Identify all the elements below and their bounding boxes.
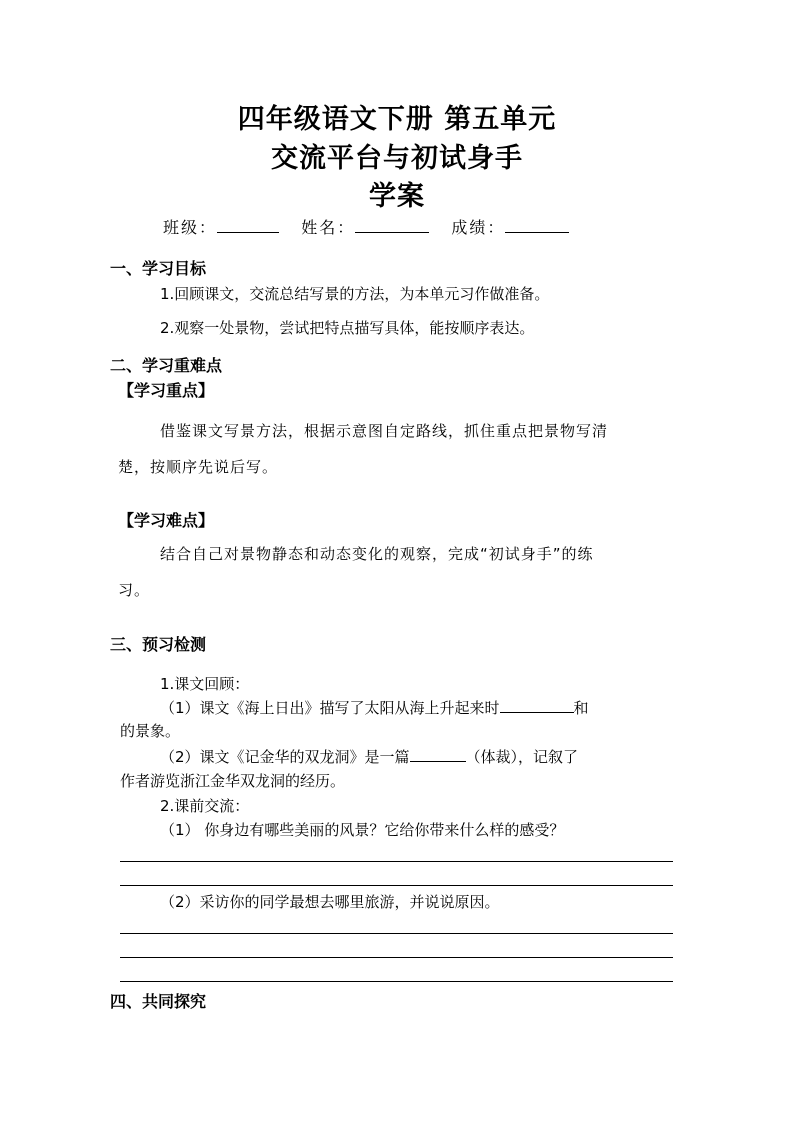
score-label: 成绩： xyxy=(451,218,506,237)
doc-title-line2: 交流平台与初试身手 xyxy=(271,143,523,174)
difficulty-text-line2: 习。 xyxy=(118,581,151,599)
q1-2-line2: 作者游览浙江金华双龙洞的经历。 xyxy=(120,772,346,790)
answer-line[interactable] xyxy=(120,861,673,862)
name-label: 姓名： xyxy=(301,218,356,237)
section4-heading: 四、共同探究 xyxy=(110,992,207,1011)
answer-line[interactable] xyxy=(120,885,673,886)
q1-2-text-a: （2）课文《记金华的双龙洞》是一篇 xyxy=(160,748,410,766)
q2-1-question: （1） 你身边有哪些美丽的风景？它给你带来什么样的感受？ xyxy=(160,821,565,839)
answer-line[interactable] xyxy=(120,933,673,934)
objective-item-1: 1.回顾课文，交流总结写景的方法，为本单元习作做准备。 xyxy=(160,285,550,303)
q1-label: 1.课文回顾： xyxy=(160,675,250,693)
q2-label: 2.课前交流： xyxy=(160,797,250,815)
focus-text-line2: 楚，按顺序先说后写。 xyxy=(118,458,279,476)
score-blank[interactable] xyxy=(505,218,569,233)
q1-1-text-b: 和 xyxy=(573,699,589,717)
name-blank[interactable] xyxy=(355,218,429,233)
answer-line[interactable] xyxy=(120,981,673,982)
student-info-row xyxy=(163,215,569,238)
q1-1-line2: 的景象。 xyxy=(120,722,181,740)
class-label: 班级： xyxy=(163,218,218,237)
answer-line[interactable] xyxy=(120,957,673,958)
q1-2-line1 xyxy=(160,746,578,767)
focus-text-line1: 借鉴课文写景方法，根据示意图自定路线，抓住重点把景物写清 xyxy=(160,422,609,440)
objective-item-2: 2.观察一处景物，尝试把特点描写具体，能按顺序表达。 xyxy=(160,319,535,337)
doc-title-line1: 四年级语文下册 第五单元 xyxy=(237,104,557,135)
q1-1-text-a: （1）课文《海上日出》描写了太阳从海上升起来时 xyxy=(160,699,500,717)
section2-heading: 二、学习重难点 xyxy=(110,356,223,375)
q1-2-blank[interactable] xyxy=(410,747,466,762)
class-blank[interactable] xyxy=(217,218,279,233)
doc-title-line3: 学案 xyxy=(369,181,425,212)
focus-label: 【学习重点】 xyxy=(118,381,215,400)
q1-1-blank[interactable] xyxy=(500,698,574,713)
difficulty-label: 【学习难点】 xyxy=(118,511,215,530)
difficulty-text-line1: 结合自己对景物静态和动态变化的观察，完成“初试身手”的练 xyxy=(160,545,594,563)
q2-2-question: （2）采访你的同学最想去哪里旅游，并说说原因。 xyxy=(160,893,500,911)
q1-1-line1 xyxy=(160,697,589,718)
section1-heading: 一、学习目标 xyxy=(110,259,207,278)
q1-2-text-b: （体裁），记叙了 xyxy=(465,748,579,766)
section3-heading: 三、预习检测 xyxy=(110,635,207,654)
